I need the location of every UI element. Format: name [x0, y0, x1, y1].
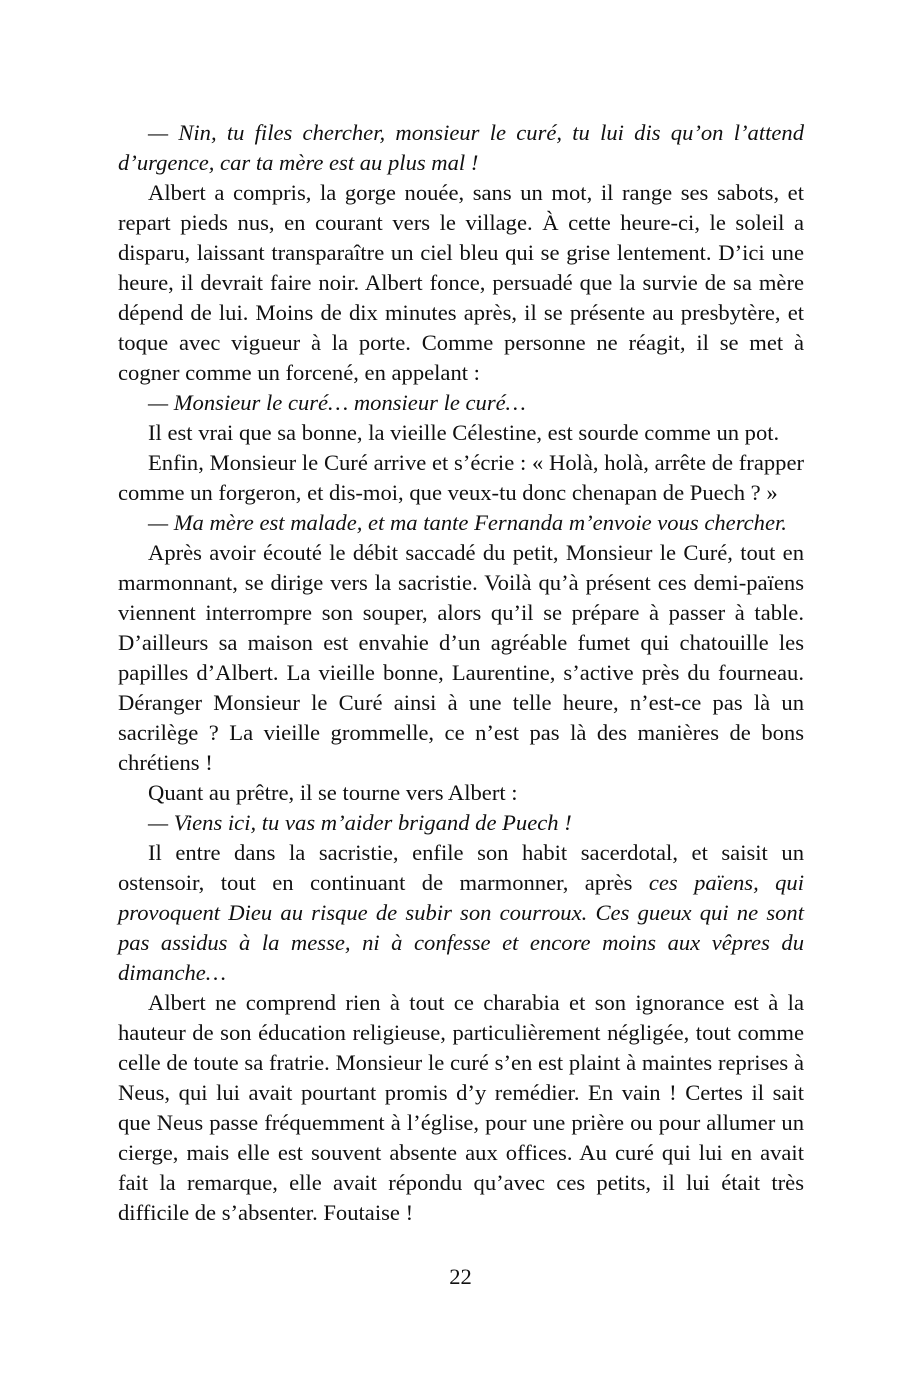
paragraph-text: Il entre dans la sacristie, enfile son habit sacerdotal, et saisit un ostensoir, tout en continuant de marmonner, après	[118, 840, 804, 895]
narrative-paragraph: Il est vrai que sa bonne, la vieille Célestine, est sourde comme un pot.	[148, 420, 780, 445]
dialogue-paragraph: — Monsieur le curé… monsieur le curé…	[148, 390, 526, 415]
narrative-paragraph: Albert a compris, la gorge nouée, sans un mot, il range ses sabots, et repart pieds nus, en courant vers le village. À cette heure-ci, le soleil a disparu, laissant transparaître un ciel bleu qui se grise lentement. D’ici une heure, il devrait faire noir. Albert fonce, persuadé que la survie de sa mère dépend de lui. Moins de dix minutes après, il se présente au presbytère, et toque avec vigueur à la porte. Comme personne ne réagit, il se met à cogner comme un forcené, en appelant :	[118, 180, 804, 385]
narrative-paragraph: Enfin, Monsieur le Curé arrive et s’écrie : « Holà, holà, arrête de frapper comme un forgeron, et dis-moi, que veux-tu donc chenapan de Puech ? »	[118, 450, 804, 505]
dialogue-paragraph: — Nin, tu files chercher, monsieur le curé, tu lui dis qu’on l’attend d’urgence, car ta mère est au plus mal !	[118, 120, 804, 175]
page-body	[118, 118, 804, 1228]
narrative-paragraph: Quant au prêtre, il se tourne vers Albert :	[148, 780, 518, 805]
narrative-paragraph	[118, 838, 804, 988]
italic-quote-text: ces païens, qui provoquent Dieu au risque de subir son courroux. Ces gueux qui ne sont pas assidus à la messe, ni à confesse et encore moins aux vêpres du dimanche…	[118, 870, 804, 985]
dialogue-paragraph: — Ma mère est malade, et ma tante Fernanda m’envoie vous chercher.	[148, 510, 787, 535]
page-number: 22	[449, 1264, 472, 1289]
narrative-paragraph: Albert ne comprend rien à tout ce charabia et son ignorance est à la hauteur de son éducation religieuse, particulièrement négligée, tout comme celle de toute sa fratrie. Monsieur le curé s’en est plaint à maintes reprises à Neus, qui lui avait pourtant promis d’y remédier. En vain ! Certes il sait que Neus passe fréquemment à l’église, pour une prière ou pour allumer un cierge, mais elle est souvent absente aux offices. Au curé qui lui en avait fait la remarque, elle avait répondu qu’avec ces petits, il lui était très difficile de s’absenter. Foutaise !	[118, 990, 804, 1225]
dialogue-paragraph: — Viens ici, tu vas m’aider brigand de Puech !	[148, 810, 572, 835]
narrative-paragraph: Après avoir écouté le débit saccadé du petit, Monsieur le Curé, tout en marmonnant, se dirige vers la sacristie. Voilà qu’à présent ces demi-païens viennent interrompre son souper, alors qu’il se prépare à passer à table. D’ailleurs sa maison est envahie d’un agréable fumet qui chatouille les papilles d’Albert. La vieille bonne, Laurentine, s’active près du fourneau. Déranger Monsieur le Curé ainsi à une telle heure, n’est-ce pas là un sacrilège ? La vieille grommelle, ce n’est pas là des manières de bons chrétiens !	[118, 540, 804, 775]
